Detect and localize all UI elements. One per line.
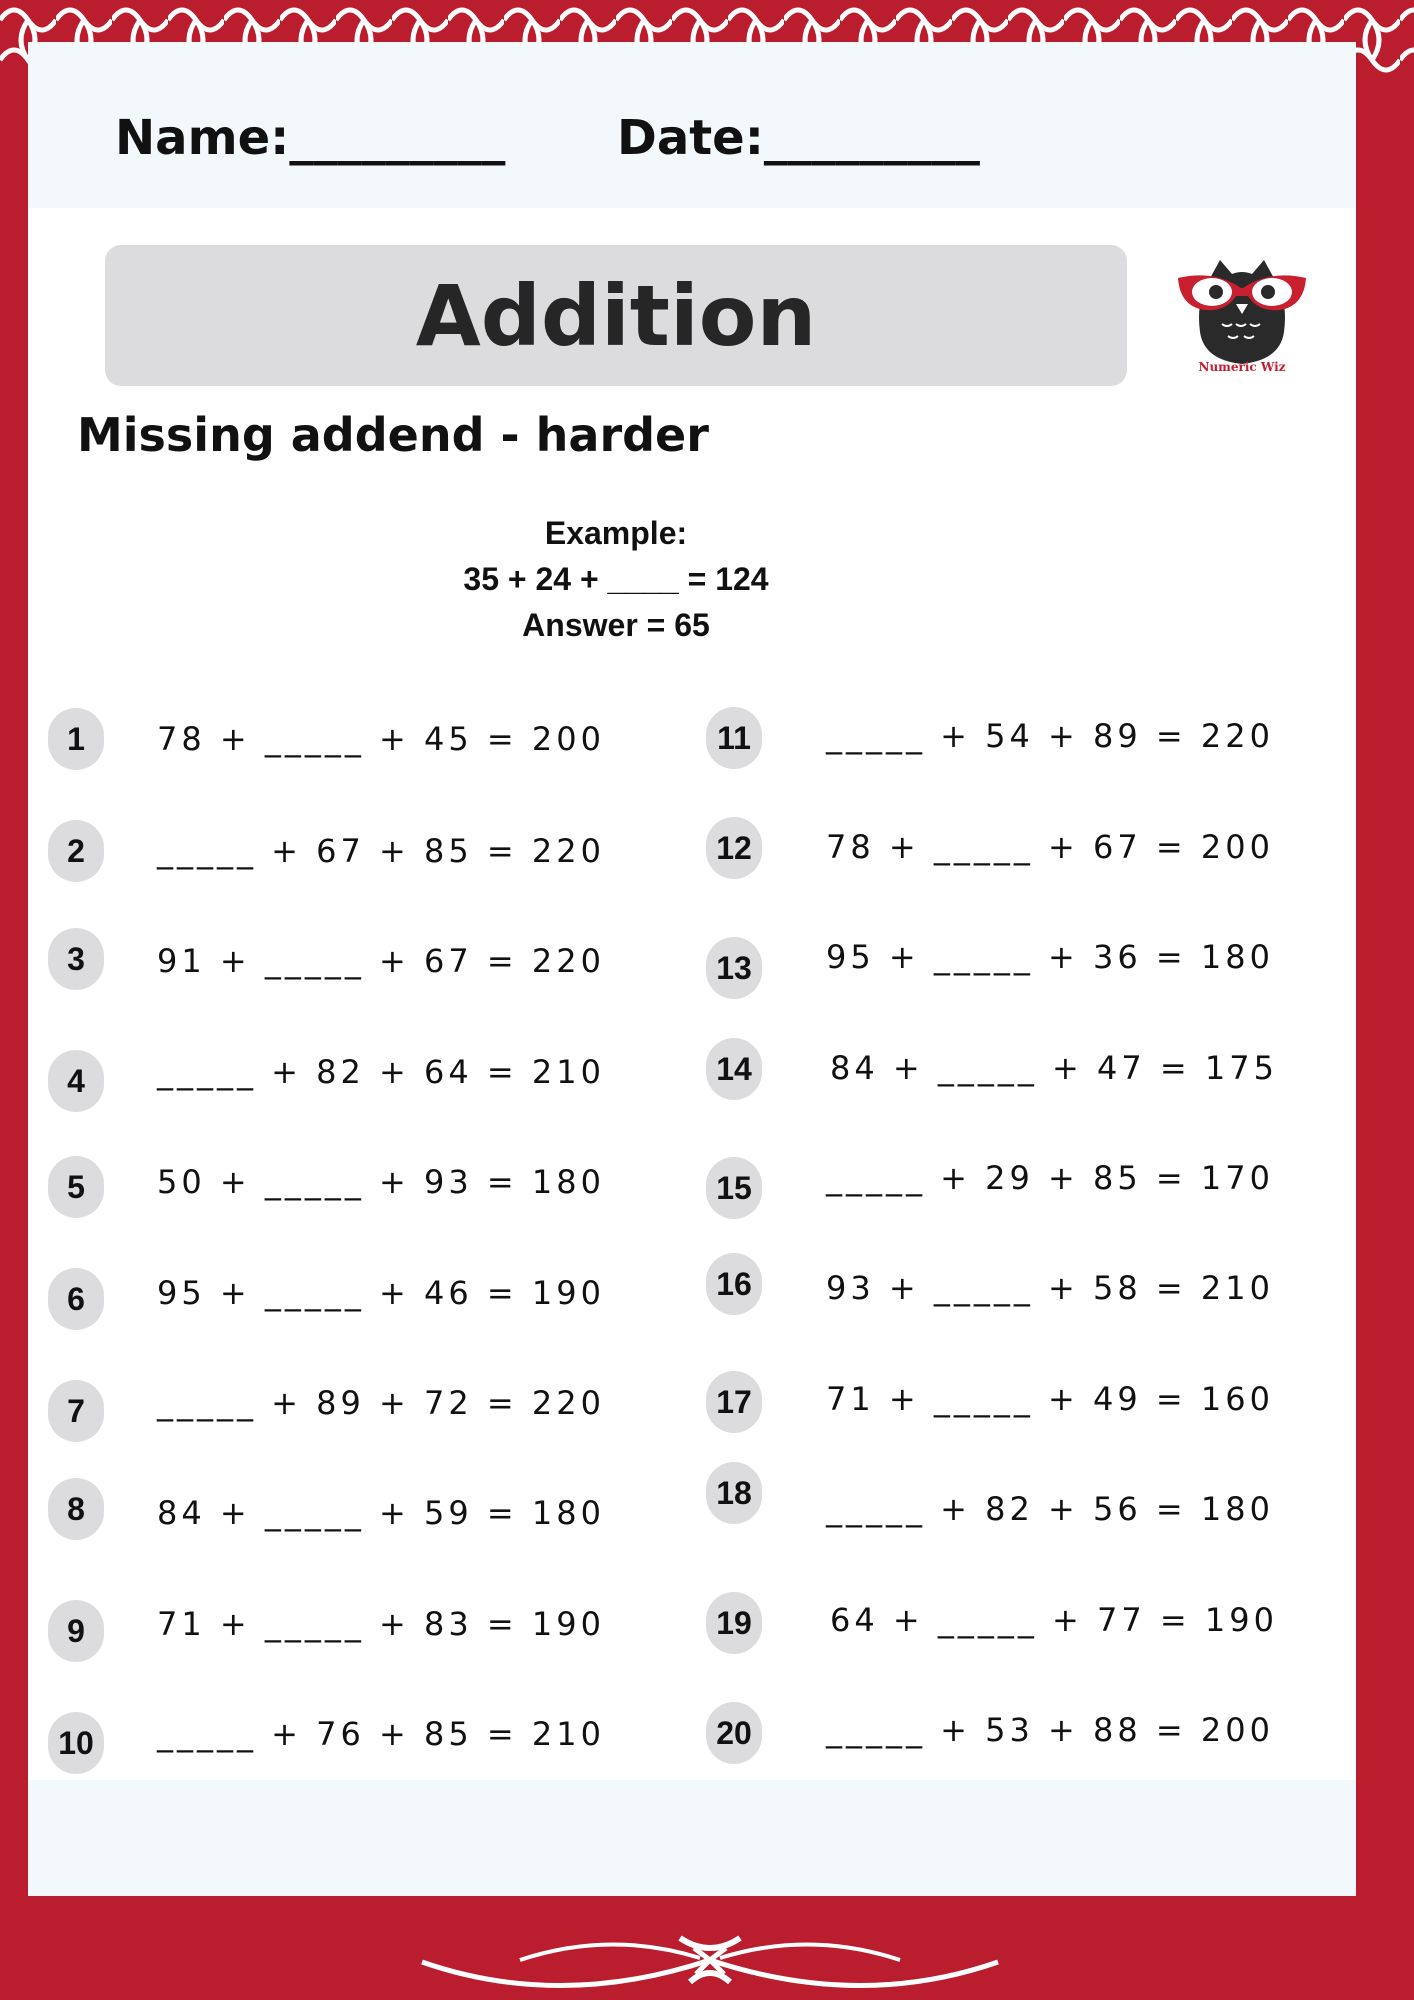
problem-equation: _____ + 67 + 85 = 220 <box>157 832 605 870</box>
problem-number-badge: 5 <box>48 1156 104 1218</box>
problem-number-badge: 11 <box>706 707 762 769</box>
problem-number-badge: 20 <box>706 1702 762 1764</box>
problem-number-badge: 6 <box>48 1268 104 1330</box>
problem-equation: 93 + _____ + 58 = 210 <box>826 1269 1274 1307</box>
problem-equation: 71 + _____ + 83 = 190 <box>157 1605 605 1643</box>
problem-number-badge: 12 <box>706 817 762 879</box>
problem-equation: _____ + 89 + 72 = 220 <box>157 1384 605 1422</box>
problem-equation: 84 + _____ + 59 = 180 <box>157 1494 605 1532</box>
example-heading: Example: <box>544 515 688 551</box>
example-answer: Answer = 65 <box>522 607 710 643</box>
problem-equation: 71 + _____ + 49 = 160 <box>826 1380 1274 1418</box>
problem-number-badge: 2 <box>48 820 104 882</box>
problem-number-badge: 4 <box>48 1050 104 1112</box>
problem-equation: _____ + 29 + 85 = 170 <box>826 1159 1274 1197</box>
problem-equation: 84 + _____ + 47 = 175 <box>830 1049 1278 1087</box>
problem-equation: _____ + 82 + 56 = 180 <box>826 1490 1274 1528</box>
page-title: Addition <box>105 245 1127 386</box>
problem-number-badge: 8 <box>48 1478 104 1540</box>
problem-number-badge: 18 <box>706 1462 762 1524</box>
problem-number-badge: 7 <box>48 1380 104 1442</box>
problem-number-badge: 10 <box>48 1712 104 1774</box>
problem-number-badge: 19 <box>706 1592 762 1654</box>
problem-equation: 64 + _____ + 77 = 190 <box>830 1601 1278 1639</box>
logo-caption: Numeric Wiz <box>1198 360 1286 374</box>
problem-number-badge: 9 <box>48 1600 104 1662</box>
problem-equation: _____ + 54 + 89 = 220 <box>826 717 1274 755</box>
date-field-label: Date:_________ <box>617 110 980 166</box>
problem-number-badge: 3 <box>48 928 104 990</box>
worksheet-subtitle: Missing addend - harder <box>77 408 709 462</box>
example-block <box>416 510 816 648</box>
problem-equation: 78 + _____ + 45 = 200 <box>157 720 605 758</box>
problem-number-badge: 17 <box>706 1371 762 1433</box>
example-equation: 35 + 24 + ____ = 124 <box>463 561 769 597</box>
problem-number-badge: 16 <box>706 1253 762 1315</box>
problem-number-badge: 15 <box>706 1157 762 1219</box>
problem-equation: _____ + 53 + 88 = 200 <box>826 1711 1274 1749</box>
problem-equation: _____ + 76 + 85 = 210 <box>157 1715 605 1753</box>
name-field-label: Name:_________ <box>115 110 506 166</box>
problem-equation: 50 + _____ + 93 = 180 <box>157 1163 605 1201</box>
problem-equation: 95 + _____ + 46 = 190 <box>157 1274 605 1312</box>
problem-number-badge: 14 <box>706 1038 762 1100</box>
problem-equation: 95 + _____ + 36 = 180 <box>826 938 1274 976</box>
bottom-flourish-ornament <box>410 1920 1010 2000</box>
problem-equation: 78 + _____ + 67 = 200 <box>826 828 1274 866</box>
problem-number-badge: 1 <box>48 708 104 770</box>
problem-equation: _____ + 82 + 64 = 210 <box>157 1053 605 1091</box>
problem-equation: 91 + _____ + 67 = 220 <box>157 942 605 980</box>
problem-number-badge: 13 <box>706 937 762 999</box>
